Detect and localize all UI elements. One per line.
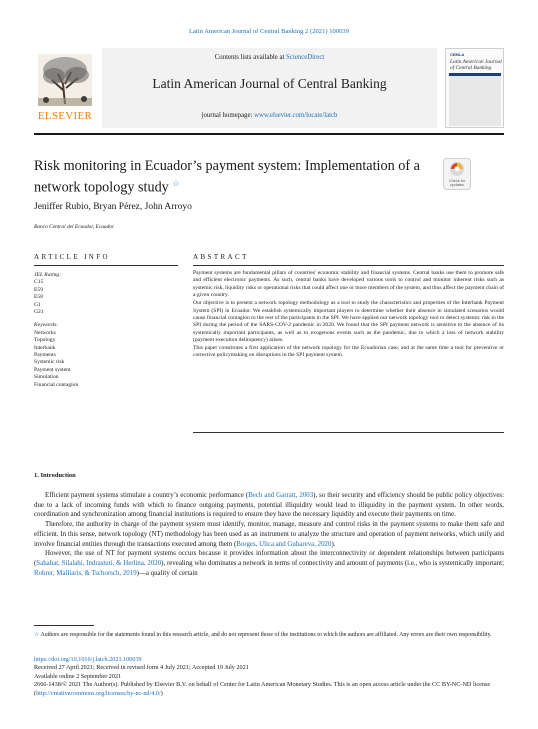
- abstract-paragraph: Payment systems are fundamental pillars of countries' economic stability and financial systems. Central banks use them to promote safe and efficient electronic payments. As such, central banks have developed various tools to control and monitor inherent risks such as systemic risk, liquidity risks or operational risks that could affect one or more members of the system, and thus affect the payment chain of a given country.: [193, 270, 504, 299]
- intro-text: )—a quality of certain: [136, 569, 198, 577]
- journal-citation-line[interactable]: Latin American Journal of Central Banking 2 (2021) 100039: [188, 28, 350, 35]
- received-dates: Received 27 April 2021; Received in revised form 4 July 2021; Accepted 19 July 2021: [34, 664, 249, 672]
- article-metadata: [34, 656, 504, 698]
- footnote: [34, 631, 504, 639]
- journal-header: [34, 48, 504, 128]
- abstract-paragraph: This paper constitutes a first application of the network topology for the Ecuadorian case, and at the same time a tool for preventive or corrective policymaking on disruptions in the SPI payment system.: [193, 345, 504, 359]
- intro-text: However, the use of NT for payment systems occurs because it provides information about the interconnectivity or dependent relationships between participants (: [34, 550, 504, 567]
- keyword: Systemic risk: [34, 359, 65, 366]
- journal-banner: [102, 48, 437, 128]
- license-text: 2666-1438/© 2021 The Author(s). Published by Elsevier B.V. on behalf of Center for Latin American Monetary Studies. This is an open access article under the CC BY-NC-ND license (: [34, 681, 491, 697]
- citation-link[interactable]: Sahabat, Silalahi, Indrastuti, & Herlina, 2020: [36, 559, 162, 567]
- keywords-label: Keywords:: [34, 322, 59, 329]
- citation-link[interactable]: Rohrer, Malliaris, & Tschorsch, 2019: [34, 569, 137, 577]
- publisher-wordmark: ELSEVIER: [37, 110, 93, 122]
- contents-prefix: Contents lists available at: [214, 54, 287, 61]
- article-authors: Jeniffer Rubio, Bryan Pérez, John Arroyo: [34, 202, 192, 212]
- keyword: Payment system: [34, 366, 71, 373]
- jel-code: E58: [34, 294, 44, 301]
- intro-text: ), so their security and efficiency should be public policy objectives: due to a lack of incoming funds with which to finance outgoing payments, potential illiquidity would lead to illiquidity in the payment system. In other words, coordination and synchronization among financial institutions is required to ensure they have the necessary liquidity and execute their payments on time.: [34, 492, 504, 519]
- journal-name: Latin American Journal of Central Banking: [152, 76, 387, 91]
- keyword: Simulation: [34, 374, 59, 381]
- jel-code: G1: [34, 301, 41, 308]
- cover-title: Latin American Journal of Central Banking: [450, 59, 502, 71]
- citation-link[interactable]: Borges, Ulica and Gubareva, 2020: [236, 540, 332, 548]
- introduction-body: [34, 491, 504, 578]
- keyword: Payments: [34, 352, 56, 359]
- keyword: Topology: [34, 337, 56, 344]
- badge-line-1: Check for: [448, 179, 466, 183]
- keyword: Financial contagion: [34, 381, 79, 388]
- intro-paragraph-3: [34, 549, 504, 578]
- article-info-list: [34, 272, 164, 389]
- intro-text: ), revealing who dominates a network in terms of connectivity and amount of payments (i.e., who is systemically important;: [161, 559, 504, 567]
- homepage-link[interactable]: www.elsevier.com/locate/latcb: [254, 112, 338, 119]
- article-title-block: [34, 158, 434, 197]
- journal-cover-thumbnail[interactable]: [445, 48, 504, 128]
- article-info-rule: [34, 265, 178, 266]
- cover-artwork: [449, 73, 501, 126]
- elsevier-logo[interactable]: [34, 48, 96, 128]
- check-for-updates-badge[interactable]: [443, 158, 471, 190]
- homepage-line: [102, 112, 437, 119]
- doi-link[interactable]: https://doi.org/10.1016/j.latcb.2021.100039: [34, 656, 142, 663]
- badge-text: [443, 179, 471, 187]
- jel-label: JEL Rating:: [34, 272, 62, 278]
- cover-logo: CEMLA: [450, 52, 465, 57]
- header-divider: [34, 133, 504, 135]
- license-statement: [34, 681, 504, 698]
- article-title: Risk monitoring in Ecuador’s payment system: Implementation of a network topology study: [34, 158, 420, 196]
- online-date: Available online 2 September 2021: [34, 672, 122, 680]
- homepage-prefix: journal homepage:: [201, 112, 255, 119]
- badge-line-2: updates: [450, 183, 464, 188]
- intro-paragraph-1: [34, 491, 504, 520]
- footnote-divider: [34, 625, 94, 626]
- author-affiliation: Banco Central del Ecuador, Ecuador: [34, 224, 115, 230]
- abstract-body: [193, 270, 504, 360]
- abstract-paragraph: Our objective is to present a network topology methodology as a tool to study the characteristics and properties of the Interbank Payment System (SPI) in Ecuador. We establish systemically important players to determine whether their absence in simulated scenarios would cause financial contagion to the rest of the participants in the SPI. We have applied our network topology tool to detect systemic risk in the SPI during the period of the SARS-COV-2 pandemic in 2020. We found that the SPI payment network is sensitive to the absence of its systemically important participants, as well as to exogenous events such as the pandemic, due to which a loss of network stability (payment execution delinquency) arises.: [193, 300, 504, 344]
- license-link[interactable]: http://creativecommons.org/licenses/by-nc-nd/4.0/: [36, 689, 161, 697]
- contents-line: [102, 54, 437, 61]
- title-footnote-mark[interactable]: ☆: [172, 179, 180, 188]
- article-info-heading: ARTICLE INFO: [34, 253, 111, 261]
- intro-text: Therefore, the authority in charge of the payment system must identify, monitor, manage, measure and control risks in the payment systems to make them safe and efficient. In this sense, network topology (NT) methodology has been used as an instrument to analyze the structure and operation of payment networks, which unify and involve financial entities through the transactions executed among them (: [34, 521, 504, 548]
- elsevier-tree-icon: [38, 54, 92, 106]
- keyword: Interbank: [34, 344, 56, 351]
- abstract-rule-bottom: [193, 432, 504, 433]
- citation-link[interactable]: Bech and Garratt, 2003: [248, 492, 314, 499]
- intro-text: ).: [331, 540, 336, 548]
- abstract-heading: ABSTRACT: [193, 253, 249, 261]
- intro-text: Efficient payment systems stimulate a country’s economic performance (: [45, 492, 249, 499]
- license-text: ): [160, 689, 163, 697]
- sciencedirect-link[interactable]: ScienceDirect: [286, 54, 325, 61]
- jel-code: C15: [34, 279, 44, 286]
- keyword: Networks: [34, 329, 56, 336]
- jel-code: G21: [34, 309, 44, 316]
- jel-code: E59: [34, 286, 44, 293]
- section-heading-introduction: 1. Introduction: [34, 472, 76, 479]
- footnote-mark: ☆: [34, 632, 40, 638]
- abstract-rule-top: [193, 265, 504, 266]
- footnote-text: Authors are responsible for the statements found in this research article, and do not represent those of the institutions to which the authors are affiliated. Any errors are their own responsibility.: [40, 632, 492, 638]
- intro-paragraph-2: [34, 520, 504, 549]
